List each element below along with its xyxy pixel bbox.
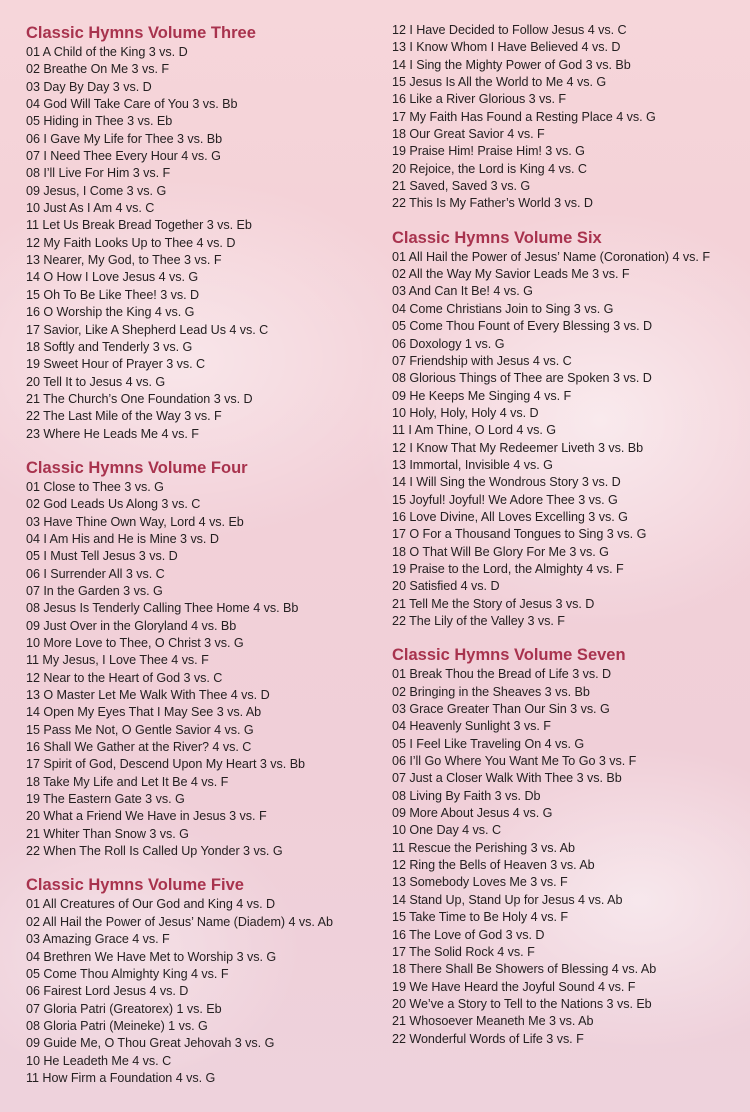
hymn-list-item: 03 Grace Greater Than Our Sin 3 vs. G [392,702,610,717]
hymn-list-item: 19 Praise Him! Praise Him! 3 vs. G [392,144,585,159]
hymn-list-item: 16 Love Divine, All Loves Excelling 3 vs. G [392,509,628,524]
hymn-list-item: 22 This Is My Father’s World 3 vs. D [392,196,593,211]
hymn-list-item: 08 Jesus Is Tenderly Calling Thee Home 4 vs. Bb [26,601,299,616]
left-column [26,0,371,1087]
hymn-list-item: 11 Let Us Break Bread Together 3 vs. Eb [26,218,252,233]
hymn-list-item: 10 Holy, Holy, Holy 4 vs. D [392,405,539,420]
hymn-list-item: 09 Guide Me, O Thou Great Jehovah 3 vs. G [26,1036,275,1051]
hymn-list-item: 02 Bringing in the Sheaves 3 vs. Bb [392,684,590,699]
hymn-list-item: 15 Take Time to Be Holy 4 vs. F [392,910,569,925]
hymn-list-item: 04 Heavenly Sunlight 3 vs. F [392,719,551,734]
hymn-list-item: 16 Shall We Gather at the River? 4 vs. C [26,740,252,755]
hymn-list-item: 09 Jesus, I Come 3 vs. G [26,183,167,198]
hymn-list-item: 21 Whosoever Meaneth Me 3 vs. Ab [392,1014,594,1029]
hymn-list-item: 17 The Solid Rock 4 vs. F [392,944,535,959]
hymn-list-item: 14 Stand Up, Stand Up for Jesus 4 vs. Ab [392,892,623,907]
hymn-list-item: 14 O How I Love Jesus 4 vs. G [26,270,199,285]
section-classic-hymns-volume-five [26,874,371,1087]
hymn-list-item: 05 Come Thou Almighty King 4 vs. F [26,966,229,981]
hymn-list-item: 05 I Feel Like Traveling On 4 vs. G [392,736,585,751]
hymn-list-item: 06 I Surrender All 3 vs. C [26,566,165,581]
hymn-list-item: 08 Living By Faith 3 vs. Db [392,788,541,803]
hymn-list-item: 18 There Shall Be Showers of Blessing 4 vs. Ab [392,962,657,977]
hymn-list-item: 03 Have Thine Own Way, Lord 4 vs. Eb [26,514,244,529]
hymn-list-item: 21 Tell Me the Story of Jesus 3 vs. D [392,596,595,611]
hymn-list-item: 05 I Must Tell Jesus 3 vs. D [26,549,178,564]
hymn-list-item: 14 Open My Eyes That I May See 3 vs. Ab [26,705,262,720]
hymn-list-item: 07 Just a Closer Walk With Thee 3 vs. Bb [392,771,622,786]
hymn-list-item: 20 Satisfied 4 vs. D [392,579,500,594]
section-title: Classic Hymns Volume Five [26,876,244,895]
section-classic-hymns-volume-seven [392,644,748,1048]
hymn-list-item: 20 Tell It to Jesus 4 vs. G [26,374,166,389]
hymn-list-item: 09 He Keeps Me Singing 4 vs. F [392,388,572,403]
hymn-list-item: 17 Savior, Like A Shepherd Lead Us 4 vs. C [26,322,269,337]
hymn-list-item: 02 All the Way My Savior Leads Me 3 vs. F [392,267,630,282]
hymn-list-item: 20 We’ve a Story to Tell to the Nations 3 vs. Eb [392,996,652,1011]
hymn-list-item: 07 Friendship with Jesus 4 vs. C [392,353,572,368]
hymn-list-item: 13 Immortal, Invisible 4 vs. G [392,457,553,472]
hymn-list-item: 14 I Sing the Mighty Power of God 3 vs. Bb [392,57,631,72]
hymn-list-item: 06 Doxology 1 vs. G [392,336,505,351]
hymn-list-item: 20 Rejoice, the Lord is King 4 vs. C [392,161,587,176]
right-column [392,0,748,1048]
hymn-list-item: 10 One Day 4 vs. C [392,823,501,838]
hymn-list-item: 03 Day By Day 3 vs. D [26,79,152,94]
hymn-list-item: 19 Sweet Hour of Prayer 3 vs. C [26,357,206,372]
hymn-list-item: 21 Whiter Than Snow 3 vs. G [26,826,189,841]
hymn-list-item: 06 I’ll Go Where You Want Me To Go 3 vs. F [392,754,637,769]
hymn-list-item: 12 Ring the Bells of Heaven 3 vs. Ab [392,858,595,873]
hymn-list-item: 01 Close to Thee 3 vs. G [26,479,164,494]
hymn-list-item: 18 Take My Life and Let It Be 4 vs. F [26,774,229,789]
hymn-list-item: 09 Just Over in the Gloryland 4 vs. Bb [26,618,237,633]
hymn-list-item: 02 Breathe On Me 3 vs. F [26,62,169,77]
hymn-list-item: 01 Break Thou the Bread of Life 3 vs. D [392,667,612,682]
hymn-list-item: 01 All Creatures of Our God and King 4 vs. D [26,897,276,912]
hymn-list-item: 04 God Will Take Care of You 3 vs. Bb [26,97,238,112]
hymn-list-item: 13 O Master Let Me Walk With Thee 4 vs. D [26,688,270,703]
hymn-list-item: 14 I Will Sing the Wondrous Story 3 vs. D [392,475,621,490]
hymn-list-item: 04 Come Christians Join to Sing 3 vs. G [392,301,614,316]
hymn-list-item: 01 A Child of the King 3 vs. D [26,45,188,59]
hymn-list-item: 07 I Need Thee Every Hour 4 vs. G [26,149,221,164]
hymn-list-item: 22 The Lily of the Valley 3 vs. F [392,614,565,628]
hymn-list-item: 12 My Faith Looks Up to Thee 4 vs. D [26,235,236,250]
hymn-list-item: 19 The Eastern Gate 3 vs. G [26,792,185,807]
hymn-list-item: 06 I Gave My Life for Thee 3 vs. Bb [26,131,223,146]
section-title: Classic Hymns Volume Four [26,458,248,477]
hymn-list-item: 19 We Have Heard the Joyful Sound 4 vs. F [392,979,636,994]
hymn-list-item: 08 Glorious Things of Thee are Spoken 3 vs. D [392,371,652,386]
section-classic-hymns-volume-three [26,22,371,443]
hymn-list-item: 16 Like a River Glorious 3 vs. F [392,92,567,107]
hymn-list-item: 19 Praise to the Lord, the Almighty 4 vs. F [392,561,624,576]
hymn-list-item: 21 The Church’s One Foundation 3 vs. D [26,391,253,406]
hymn-list-item: 22 When The Roll Is Called Up Yonder 3 vs. G [26,844,283,859]
hymn-list-item: 04 I Am His and He is Mine 3 vs. D [26,531,219,546]
hymn-list-item: 07 In the Garden 3 vs. G [26,583,163,598]
hymn-list-item: 13 Somebody Loves Me 3 vs. F [392,875,568,890]
section-classic-hymns-volume-four [26,457,371,861]
hymn-list-item: 20 What a Friend We Have in Jesus 3 vs. F [26,809,267,824]
hymn-list-item: 09 More About Jesus 4 vs. G [392,806,553,821]
hymn-list-item: 08 I’ll Live For Him 3 vs. F [26,166,171,181]
hymn-list-item: 17 My Faith Has Found a Resting Place 4 vs. G [392,109,656,124]
section-continued [392,22,748,213]
hymn-list-item: 12 I Have Decided to Follow Jesus 4 vs. C [392,23,627,37]
hymn-list-item: 15 Pass Me Not, O Gentle Savior 4 vs. G [26,722,254,737]
hymn-list-item: 03 And Can It Be! 4 vs. G [392,284,533,299]
hymn-list-item: 21 Saved, Saved 3 vs. G [392,179,531,194]
hymn-list-item: 02 God Leads Us Along 3 vs. C [26,497,201,512]
hymn-list-item: 13 Nearer, My God, to Thee 3 vs. F [26,253,222,268]
hymn-list-item: 18 O That Will Be Glory For Me 3 vs. G [392,544,609,559]
hymn-list-item: 22 The Last Mile of the Way 3 vs. F [26,409,222,424]
hymn-list-item: 11 Rescue the Perishing 3 vs. Ab [392,840,575,855]
hymn-list-item: 05 Come Thou Fount of Every Blessing 3 vs. D [392,319,653,334]
hymn-list-item: 16 O Worship the King 4 vs. G [26,305,195,320]
hymn-list-item: 11 How Firm a Foundation 4 vs. G [26,1070,216,1085]
section-classic-hymns-volume-six [392,227,748,631]
hymn-list-item: 04 Brethren We Have Met to Worship 3 vs. G [26,949,277,964]
section-title: Classic Hymns Volume Six [392,228,602,247]
hymn-list-item: 22 Wonderful Words of Life 3 vs. F [392,1031,584,1046]
section-title: Classic Hymns Volume Seven [392,646,626,665]
hymn-list-item: 12 Near to the Heart of God 3 vs. C [26,670,223,685]
hymn-list-item: 13 I Know Whom I Have Believed 4 vs. D [392,40,621,55]
hymn-list-item: 10 Just As I Am 4 vs. C [26,201,155,216]
hymn-list-item: 06 Fairest Lord Jesus 4 vs. D [26,984,189,999]
hymn-list-item: 18 Our Great Savior 4 vs. F [392,127,545,142]
hymn-list-item: 05 Hiding in Thee 3 vs. Eb [26,114,173,129]
hymn-list-item: 15 Joyful! Joyful! We Adore Thee 3 vs. G [392,492,618,507]
hymn-list-item: 17 O For a Thousand Tongues to Sing 3 vs. G [392,527,647,542]
hymn-list-item: 15 Oh To Be Like Thee! 3 vs. D [26,287,200,302]
hymn-list-item: 10 He Leadeth Me 4 vs. C [26,1053,172,1068]
section-title: Classic Hymns Volume Three [26,24,256,42]
hymn-list-item: 16 The Love of God 3 vs. D [392,927,545,942]
hymn-list-item: 08 Gloria Patri (Meineke) 1 vs. G [26,1018,208,1033]
hymn-list-item: 18 Softly and Tenderly 3 vs. G [26,339,193,354]
hymn-list-item: 12 I Know That My Redeemer Liveth 3 vs. Bb [392,440,644,455]
hymn-list-item: 03 Amazing Grace 4 vs. F [26,932,170,947]
hymn-list-item: 07 Gloria Patri (Greatorex) 1 vs. Eb [26,1001,222,1016]
hymn-list-item: 11 My Jesus, I Love Thee 4 vs. F [26,653,209,668]
hymn-list-item: 01 All Hail the Power of Jesus’ Name (Coronation) 4 vs. F [392,249,710,264]
hymn-list-item: 02 All Hail the Power of Jesus’ Name (Diadem) 4 vs. Ab [26,914,333,929]
hymn-list-item: 10 More Love to Thee, O Christ 3 vs. G [26,636,244,650]
hymn-list-item: 15 Jesus Is All the World to Me 4 vs. G [392,75,607,90]
hymn-list-item: 23 Where He Leads Me 4 vs. F [26,426,199,441]
hymn-list-item: 11 I Am Thine, O Lord 4 vs. G [392,423,556,438]
hymn-list-item: 17 Spirit of God, Descend Upon My Heart 3 vs. Bb [26,757,305,772]
